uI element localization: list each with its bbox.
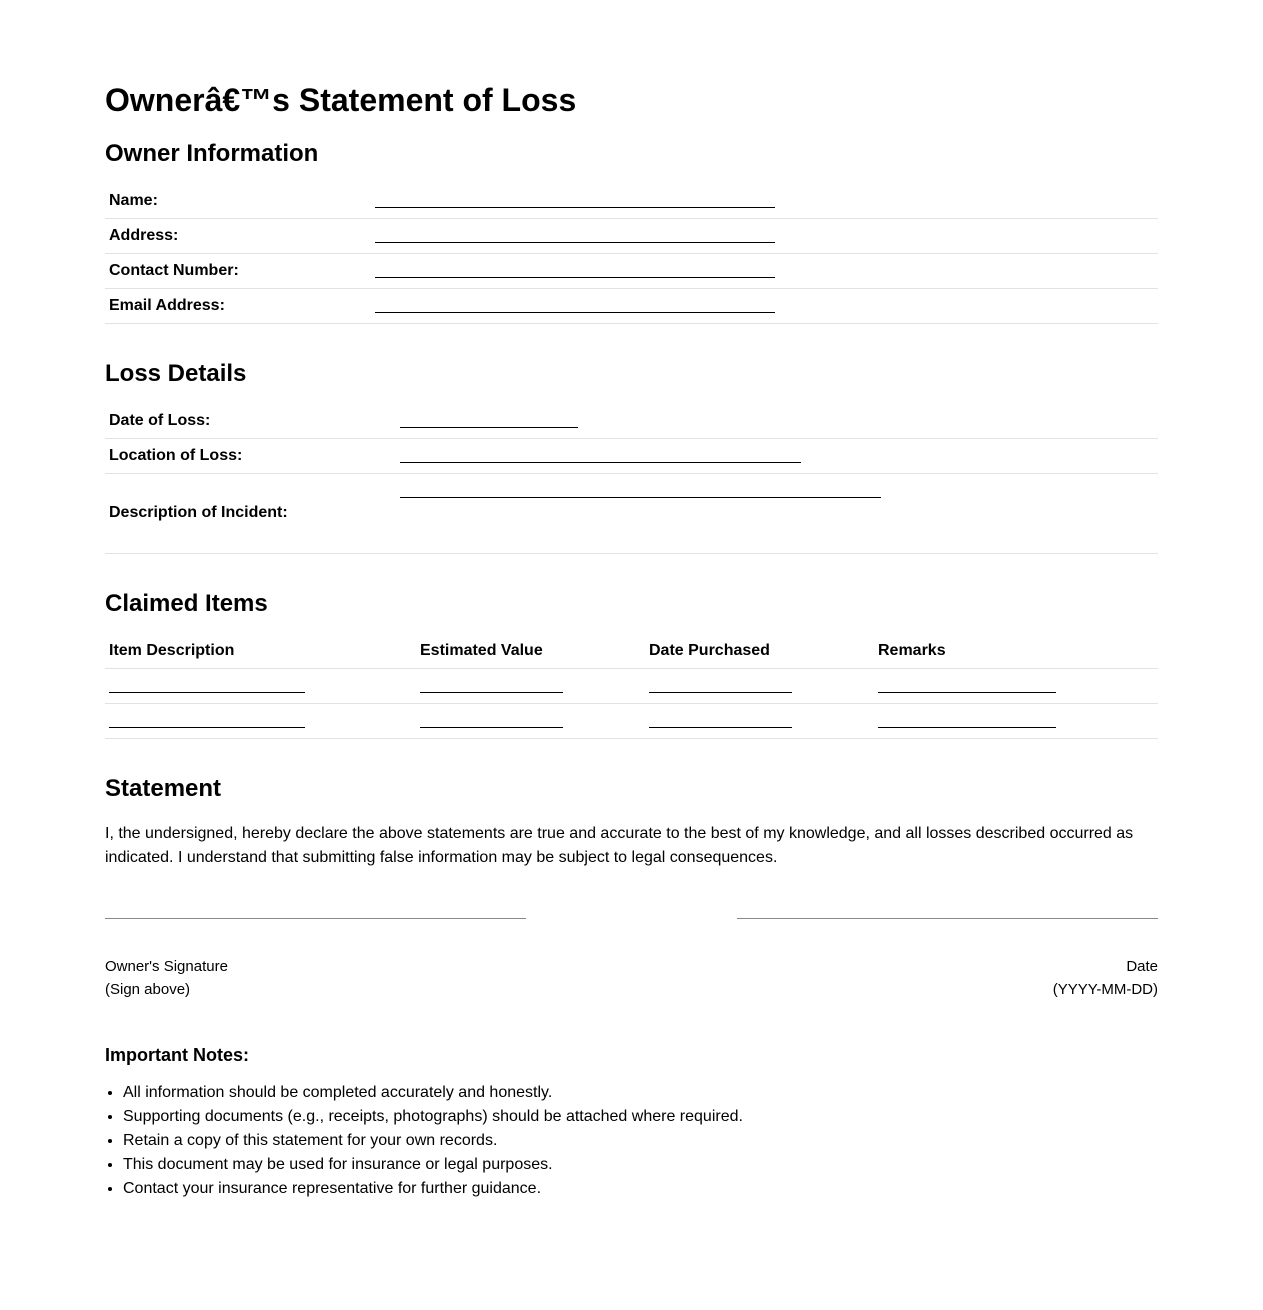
loss-location-label: Location of Loss: [109,447,243,464]
statement-text: I, the undersigned, hereby declare the above statements are true and accurate to the best of my knowledge, and all losses described occurred as indicated. I understand that submitting false information may be subject to legal consequences. [105,825,1134,866]
owner-email-label: Email Address: [109,297,225,314]
owner-name-blank[interactable] [375,207,775,208]
signature-hint: (Sign above) [105,981,191,998]
claimed-item-row [105,704,1158,739]
important-notes-heading: Important Notes: [105,1045,249,1065]
date-label: Date [1126,958,1158,975]
incident-description-blank[interactable] [400,497,881,498]
date-line[interactable] [737,918,1158,919]
item-description-blank[interactable] [109,692,305,693]
owner-contact-blank[interactable] [375,277,775,278]
document-title: Ownerâ€™s Statement of Loss [105,82,577,118]
list-item: • All information should be completed accurately and honestly. [123,1081,743,1105]
owner-address-row [105,219,1158,254]
remarks-blank[interactable] [878,727,1056,728]
owner-contact-row [105,254,1158,289]
owner-contact-label: Contact Number: [109,262,239,279]
date-purchased-blank[interactable] [649,692,792,693]
signature-label: Owner's Signature [105,958,228,975]
loss-details-heading: Loss Details [105,360,247,387]
estimated-value-blank[interactable] [420,727,563,728]
loss-location-blank[interactable] [400,462,801,463]
estimated-value-blank[interactable] [420,692,563,693]
claimed-items-heading: Claimed Items [105,590,268,617]
claimed-item-row [105,669,1158,704]
signature-line[interactable] [105,918,526,919]
owner-information-heading: Owner Information [105,140,319,167]
statement-heading: Statement [105,775,222,802]
date-hint: (YYYY-MM-DD) [1052,981,1158,998]
loss-date-blank[interactable] [400,427,578,428]
column-header-date-purchased: Date Purchased [649,642,770,659]
owner-name-label: Name: [109,192,158,209]
column-header-item-description: Item Description [109,642,235,659]
important-notes-list [105,1081,743,1201]
item-description-blank[interactable] [109,727,305,728]
column-header-remarks: Remarks [878,642,946,659]
owner-address-blank[interactable] [375,242,775,243]
list-item: • This document may be used for insurance or legal purposes. [123,1153,743,1177]
claimed-items-header-row [105,634,1158,669]
loss-date-row [105,404,1158,439]
incident-description-label: Description of Incident: [109,504,288,521]
column-header-estimated-value: Estimated Value [420,642,543,659]
remarks-blank[interactable] [878,692,1056,693]
list-item: • Contact your insurance representative for further guidance. [123,1177,743,1201]
loss-date-label: Date of Loss: [109,412,211,429]
owner-email-blank[interactable] [375,312,775,313]
owner-email-row [105,289,1158,324]
owner-address-label: Address: [109,227,179,244]
list-item: • Retain a copy of this statement for your own records. [123,1129,743,1153]
date-purchased-blank[interactable] [649,727,792,728]
loss-location-row [105,439,1158,474]
list-item: • Supporting documents (e.g., receipts, photographs) should be attached where required. [123,1105,743,1129]
incident-description-row [105,474,1158,554]
owner-name-row [105,184,1158,219]
